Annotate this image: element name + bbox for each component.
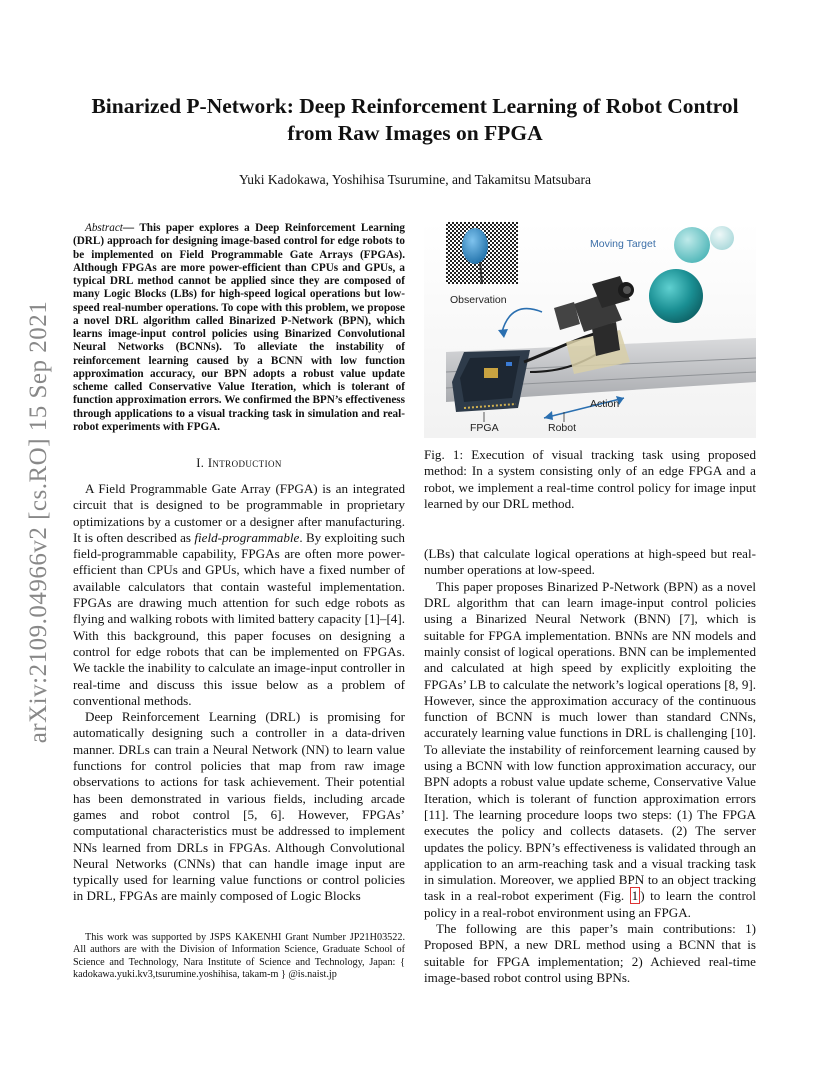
left-column bbox=[73, 222, 405, 905]
section-heading: I. Introduction bbox=[196, 456, 282, 470]
intro-paragraph-1 bbox=[73, 481, 405, 709]
right-paragraph-continuation: (LBs) that calculate logical operations at high-speed but real-number operations at low-speed. bbox=[424, 546, 756, 578]
right-p1-text-a: This paper proposes Binarized P-Network (BPN) as a novel DRL algorithm that can learn image-input control policies using a Binarized Neural Network (BNN) [7], which is suitable for FPGA implementation. BNNs are NN models and mainly consist of logical operations. BNN can be implemented and calculated at high speed by explicitly exploiting the FPGAs’ LB to calculate the network’s logical operations [8, 9]. However, since the approximation accuracy of the continuous function of BCNN is much lower than standard CNNs, accurately learning value functions in DRL is challenging [10]. To alleviate the instability of reinforcement learning caused by using a BCNN with low function approximation accuracy, our BPN adopts a robust value update scheme, Conservative Value Iteration, which is tolerant of function approximation errors [11]. The learning procedure loops two steps: (1) The FPGA executes the policy and collects datasets. (2) The server updates the policy. BPN’s effectiveness is validated through an application to an arm-reaching task and a visual tracking task in simulation. Moreover, we applied BPN to an object tracking task in a real-robot experiment (Fig. bbox=[424, 578, 756, 904]
figure-reference-link[interactable]: 1 bbox=[631, 888, 639, 904]
label-robot: Robot bbox=[548, 422, 577, 434]
footnote-text: This work was supported by JSPS KAKENHI Grant Number JP21H03522. All authors are with the Division of Information Science, Graduate School of Science and Technology, Nara Institute of Science and Technology, Japan: { kadokawa.yuki.kv3,tsurumine.yoshihisa, takam-m } @is.naist.jp bbox=[73, 932, 405, 980]
intro-p1-emphasis: field-programmable bbox=[194, 529, 300, 545]
target-ball-faint bbox=[710, 226, 734, 250]
arxiv-id[interactable]: arXiv:2109.04966v2 [cs.RO] 15 Sep 2021 bbox=[25, 300, 52, 744]
intro-p1-text-b: . By exploiting such field-programmable capability, FPGAs are often more power-efficient than CPUs and GPUs, which have a fixed number of available calculators that contain wasteful implementation. FPGAs are drawing much attention for such edge robots as flying and walking robots with limited battery capacity [1]–[4]. With this background, this paper focuses on designing a control for edge robots that can be implemented on FPGAs. We tackle the inability to calculate an image-input controller in real-time and discuss this issue below as a problem of conventional methods. bbox=[73, 529, 405, 708]
abstract-label: Abstract bbox=[85, 222, 123, 234]
label-moving-target: Moving Target bbox=[590, 238, 656, 250]
intro-paragraph-2: Deep Reinforcement Learning (DRL) is promising for automatically designing such a controller in a data-driven manner. DRLs can train a Neural Network (NN) to learn value functions for control policies that map from raw image observations to actions for task achievement. Their potential has been demonstrated in various fields, including arcade games and robot control [5, 6]. However, FPGAs’ computational characteristics must be addressed to implement NNs learned from DRLs in FPGAs. Although Convolutional Neural Networks (CNNs) that can handle image input are typically used for learning value functions or control policies in DRL, FPGAs are mainly composed of Logic Blocks bbox=[73, 709, 405, 904]
footnote bbox=[73, 932, 405, 981]
fpga-board bbox=[452, 350, 530, 412]
label-observation: Observation bbox=[450, 294, 507, 306]
intro-p1-text-a: A Field Programmable Gate Array (FPGA) is an integrated circuit that is designed to be programmable in proprietary optimizations by a customer or a designer after manufacturing. It is often described as bbox=[73, 481, 405, 545]
right-paragraph-2: The following are this paper’s main contributions: 1) Proposed BPN, a new DRL method using a BCNN that is suitable for FPGA implementation; 2) Achieved real-time image-based robot control using BPNs. bbox=[424, 921, 756, 985]
abstract-text: — This paper explores a Deep Reinforcement Learning (DRL) approach for designing image-based control for edge robots to be implemented on Field Programmable Gate Arrays (FPGAs). Although FPGAs are more power-efficient than CPUs and GPUs, a typical DRL method cannot be applied since they are composed of many Logic Blocks (LBs) for high-speed logical operations but low-speed real-number operations. To cope with this problem, we propose a novel DRL algorithm called Binarized P-Network (BPN), which learns image-input control policies using Binarized Convolutional Neural Networks (BCNNs). To alleviate the instability of reinforcement learning caused by a BCNN with low function approximation accuracy, our BPN adopts a robust value update scheme called Conservative Value Iteration, which is tolerant of function approximation errors. We confirmed the BPN’s effectiveness through applications to a visual tracking task in simulation and real-robot experiments with FPGA. bbox=[73, 222, 405, 433]
target-ball-mid bbox=[674, 227, 710, 263]
observation-inset bbox=[446, 222, 518, 284]
figure-1-caption: Fig. 1: Execution of visual tracking task using proposed method: In a system consisting only of an edge FPGA and a robot, we implement a real-time control policy for image input learned by our DRL method. bbox=[424, 447, 756, 511]
label-action: Action bbox=[590, 398, 620, 410]
figure-1 bbox=[424, 222, 756, 438]
right-column bbox=[424, 222, 756, 986]
paper-title: Binarized P-Network: Deep Reinforcement Learning of Robot Control from Raw Images on FPGA bbox=[91, 94, 739, 145]
abstract bbox=[73, 222, 405, 434]
right-paragraph-1 bbox=[424, 579, 756, 921]
paper-authors: Yuki Kadokawa, Yoshihisa Tsurumine, and Takamitsu Matsubara bbox=[239, 172, 591, 187]
arxiv-watermark bbox=[22, 292, 56, 752]
target-ball bbox=[649, 269, 703, 323]
label-fpga: FPGA bbox=[470, 422, 499, 434]
right-p1-text-b: ) to learn the control policy in a real-robot environment using an FPGA. bbox=[424, 888, 756, 920]
